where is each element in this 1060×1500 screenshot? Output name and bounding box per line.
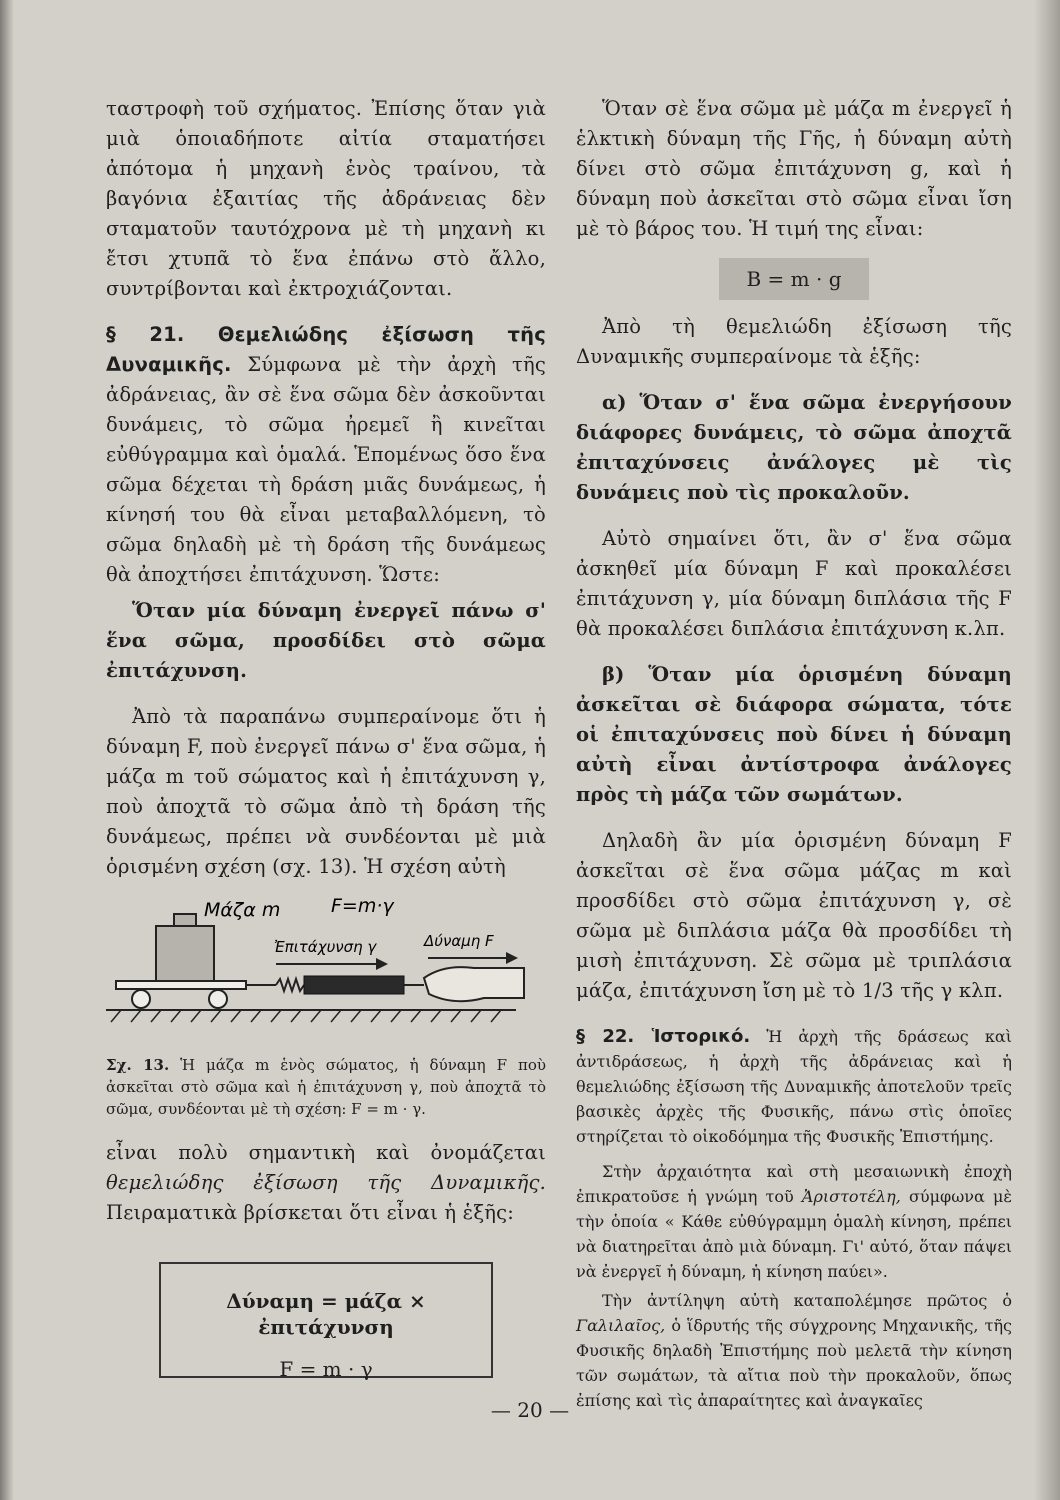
arrow-head: [376, 958, 388, 970]
equation-words: Δύναμη = μάζα × ἐπιτάχυνση: [226, 1289, 426, 1339]
section-text: Ἡ ἀρχὴ τῆς δράσεως καὶ ἀντιδράσεως, ἡ ἀρχὴ τῆς ἀδράνειας καὶ ἡ θεμελιώδης ἐξίσωση τῆς Δυναμικῆς ἀποτελοῦν τρεῖς βασικὲς ἀρχὲς τῆς Φυσικῆς, πάνω στὶς ὁποῖες στηρίζεται τὸ οἰκοδόμημα τῆς Φυσικῆς Ἐπιστήμης.: [576, 1027, 1012, 1146]
figure-caption: [106, 1054, 546, 1120]
section-heading: § 21. Θεμελιώδης ἐξίσωση τῆς Δυναμικῆς.: [106, 323, 546, 376]
paragraph: Αὐτὸ σημαίνει ὅτι, ἂν σ' ἕνα σῶμα ἀσκηθεῖ μία δύναμη F καὶ προκαλέσει ἐπιτάχυνση γ, μία δύναμη διπλάσια τῆς F θὰ προκαλέσει διπλάσια ἐπιτάχυνση κ.λπ.: [576, 527, 1012, 640]
cart-wheel: [209, 990, 227, 1008]
page-number: — 20 —: [490, 1398, 570, 1422]
text-run: Στὴν ἀρχαιότητα καὶ στὴ μεσαιωνικὴ ἐποχὴ ἐπικρατοῦσε ἡ γνώμη τοῦ: [576, 1162, 1012, 1206]
paragraph: [576, 1288, 1012, 1413]
italic-term: Γαλιλαῖος,: [576, 1316, 666, 1335]
italic-term: Ἀριστοτέλη,: [801, 1187, 901, 1206]
caption-text: Ἡ μάζα m ἑνὸς σώματος, ἡ δύναμη F ποὺ ἀσκεῖται στὸ σῶμα καὶ ἡ ἐπιτάχυνση γ, ποὺ ἀποχτᾶ τὸ σῶμα, συνδέονται μὲ τὴ σχέση: F = m · γ.: [106, 1056, 546, 1118]
paragraph: Ὅταν σὲ ἕνα σῶμα μὲ μάζα m ἐνεργεῖ ἡ ἑλκτικὴ δύναμη τῆς Γῆς, ἡ δύναμη αὐτὴ δίνει στὸ σῶμα ἐπιτάχυνση g, καὶ ἡ δύναμη ποὺ ἀσκεῖται στὸ σῶμα εἶναι ἴση μὲ τὸ βάρος του. Ἡ τιμή της εἶναι:: [576, 97, 1012, 240]
ground-hatching: [111, 1010, 501, 1022]
mass-force-diagram: [106, 896, 546, 1046]
dynamometer: [304, 976, 404, 994]
caption-label: Σχ. 13.: [106, 1056, 170, 1074]
page-gutter-shadow: [0, 0, 14, 1500]
mass-weight-handle: [174, 914, 196, 926]
section-text: Σύμφωνα μὲ τὴν ἀρχὴ τῆς ἀδράνειας, ἂν σὲ ἕνα σῶμα δὲν ἀσκοῦνται δυνάμεις, τὸ σῶμα ἠρεμεῖ ἢ κινεῖται εὐθύγραμμα καὶ ὁμαλά. Ἑπομένως ὅσο ἕνα σῶμα δέχεται τὴ δράση μιᾶς δυνάμεως, ἡ κίνησή του θὰ εἶναι μεταβαλλόμενη, τὸ σῶμα δηλαδὴ μὲ τὴ δράση τῆς δυνάμεως θὰ ἀποχτήσει ἐπιτάχυνση. Ὥστε:: [106, 353, 546, 586]
section-22: [576, 1024, 1012, 1149]
rule-a: α) Ὅταν σ' ἕνα σῶμα ἐνεργήσουν διάφορες δυνάμεις, τὸ σῶμα ἀποχτᾶ ἐπιταχύνσεις ἀνάλογες μὲ τὶς δυνάμεις ποὺ τὶς προκαλοῦν.: [576, 391, 1012, 504]
text-run: ὁ ἵδρυτής τῆς σύγχρονης Μηχανικῆς, τῆς Φυσικῆς δηλαδὴ Ἐπιστήμης ποὺ μελετᾶ τὴν κίνηση τῶν σωμάτων, τὰ αἴτια ποὺ τὴν προκαλοῦν, ὅπως ἐπίσης καὶ τὶς ἀπαραίτητες καὶ ἀναγκαῖες: [576, 1316, 1012, 1410]
italic-term: θεμελιώδης ἐξίσωση τῆς Δυναμικῆς.: [106, 1171, 546, 1194]
paragraph: Ἀπὸ τὴ θεμελιώδη ἐξίσωση τῆς Δυναμικῆς συμπεραίνομε τὰ ἑξῆς:: [576, 315, 1012, 368]
page-edge-shadow: [1034, 0, 1060, 1500]
text-run: σύμφωνα μὲ τὴν ὁποία « Κάθε εὐθύγραμμη ὁμαλὴ κίνηση, πρέπει νὰ διατηρεῖται ἀπὸ μιὰ δύναμη. Γι' αὐτό, ὅταν πάψει νὰ ἐνεργεῖ ἡ δύναμη, ἡ κίνηση παύει».: [576, 1187, 1012, 1281]
arrow-head: [506, 952, 518, 964]
rule-b: β) Ὅταν μία ὁρισμένη δύναμη ἀσκεῖται σὲ διάφορα σώματα, τότε οἱ ἐπιταχύνσεις ποὺ δίνει ἡ δύναμη αὐτὴ εἶναι ἀντίστροφα ἀνάλογες πρὸς τὴ μάζα τῶν σωμάτων.: [576, 663, 1012, 806]
hand: [424, 967, 524, 1001]
acceleration-label: Ἐπιτάχυνση γ: [274, 938, 377, 956]
paragraph: [106, 1138, 546, 1228]
cart-wheel: [132, 990, 150, 1008]
figure-13: [106, 896, 546, 1046]
equation-symbols: F = m · γ: [279, 1357, 373, 1381]
right-column: [576, 94, 1012, 1413]
mass-label: Μάζα m: [204, 899, 281, 921]
formula-label: F=m·γ: [331, 896, 394, 917]
section-21: [106, 320, 546, 590]
paragraph: Δηλαδὴ ἂν μία ὁρισμένη δύναμη F ἀσκεῖται σὲ ἕνα σῶμα μάζας m καὶ προσδίδει στὸ σῶμα ἐπιτάχυνση γ, σὲ σῶμα μὲ διπλάσια μάζα θὰ προσδίδει τὴ μισὴ ἐπιτάχυνση. Σὲ σῶμα μὲ τριπλάσια μάζα, ἐπιτάχυνση ἴση μὲ τὸ 1/3 τῆς γ κλπ.: [576, 829, 1012, 1002]
paragraph: Ἀπὸ τὰ παραπάνω συμπεραίνομε ὅτι ἡ δύναμη F, ποὺ ἐνεργεῖ πάνω σ' ἕνα σῶμα, ἡ μάζα m τοῦ σώματος καὶ ἡ ἐπιτάχυνση γ, ποὺ ἀποχτᾶ τὸ σῶμα ἀπὸ τὴ δράση τῆς δυνάμεως, πρέπει νὰ συνδέονται μὲ μιὰ ὁρισμένη σχέση (σχ. 13). Ἡ σχέση αὐτὴ: [106, 705, 546, 878]
spring: [276, 979, 304, 991]
paragraph: [576, 1159, 1012, 1284]
left-column: [106, 94, 546, 1381]
section-heading: § 22. Ἱστορικό.: [576, 1026, 751, 1047]
paragraph: ταστροφὴ τοῦ σχήματος. Ἐπίσης ὅταν γιὰ μιὰ ὁποιαδήποτε αἰτία σταματήσει ἀπότομα ἡ μηχανὴ ἑνὸς τραίνου, τὰ βαγόνια ἐξαιτίας τῆς ἀδράνειας δὲν σταματοῦν ταυτόχρονα μὲ τὴ μηχανὴ κι ἔτσι χτυπᾶ τὸ ἕνα ἐπάνω στὸ ἄλλο, συντρίβονται καὶ ἐκτροχιάζονται.: [106, 97, 546, 300]
text-run: Πειραματικὰ βρίσκεται ὅτι εἶναι ἡ ἑξῆς:: [106, 1201, 515, 1224]
bold-statement: Ὅταν μία δύναμη ἐνεργεῖ πάνω σ' ἕνα σῶμα, προσδίδει στὸ σῶμα ἐπιτάχυνση.: [106, 599, 546, 682]
cart-platform: [116, 981, 246, 989]
mass-weight: [156, 926, 214, 981]
text-run: Τὴν ἀντίληψη αὐτὴ καταπολέμησε πρῶτος ὁ: [602, 1291, 1012, 1310]
force-label: Δύναμη F: [424, 932, 494, 950]
weight-formula: B = m · g: [719, 258, 869, 300]
text-run: εἶναι πολὺ σημαντικὴ καὶ ὀνομάζεται: [106, 1141, 546, 1164]
equation-box: [159, 1262, 493, 1381]
